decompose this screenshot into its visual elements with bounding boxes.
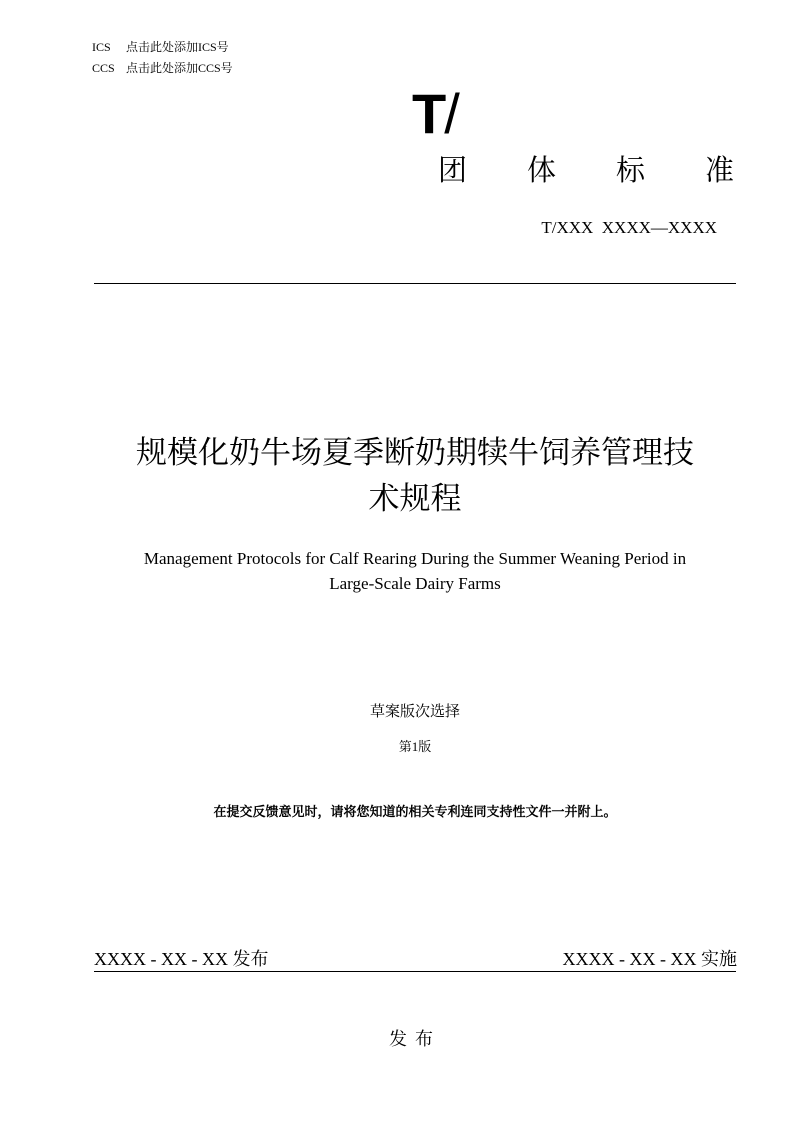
title-cn-line: 规模化奶牛场夏季断奶期犊牛饲养管理技 — [136, 435, 694, 471]
version-label: 第1版 — [398, 739, 432, 754]
title-chinese — [90, 430, 740, 522]
top-divider — [94, 283, 736, 284]
ccs-value[interactable]: 点击此处添加CCS号 — [126, 61, 233, 75]
standard-code: T/XXX XXXX—XXXX — [541, 218, 717, 237]
ccs-label: CCS — [92, 61, 115, 75]
ics-line — [92, 40, 229, 54]
ccs-line — [92, 61, 233, 75]
publish-date: XXXX - XX - XX 发布 — [94, 949, 269, 969]
kind-char: 准 — [704, 153, 734, 187]
standard-kind — [438, 152, 734, 188]
standard-logo — [412, 84, 458, 144]
title-en-line: Large-Scale Dairy Farms — [329, 574, 501, 593]
patent-notice: 在提交反馈意见时，请将您知道的相关专利连同支持性文件一并附上。 — [213, 804, 617, 819]
issuer-label: 发布 — [389, 1029, 441, 1049]
ics-label: ICS — [92, 40, 111, 54]
kind-char: 团 — [438, 153, 468, 187]
implement-date: XXXX - XX - XX 实施 — [562, 949, 737, 969]
kind-char: 标 — [615, 153, 645, 187]
kind-char: 体 — [526, 153, 556, 187]
ics-value[interactable]: 点击此处添加ICS号 — [126, 40, 229, 54]
logo-slash: / — [444, 82, 458, 145]
bottom-divider — [94, 971, 736, 972]
draft-version-select[interactable]: 草案版次选择 — [369, 704, 460, 720]
title-en-line: Management Protocols for Calf Rearing During the Summer Weaning Period in — [143, 549, 687, 568]
logo-letter: T — [412, 82, 445, 145]
title-cn-line: 术规程 — [368, 481, 462, 517]
title-english — [100, 546, 730, 596]
